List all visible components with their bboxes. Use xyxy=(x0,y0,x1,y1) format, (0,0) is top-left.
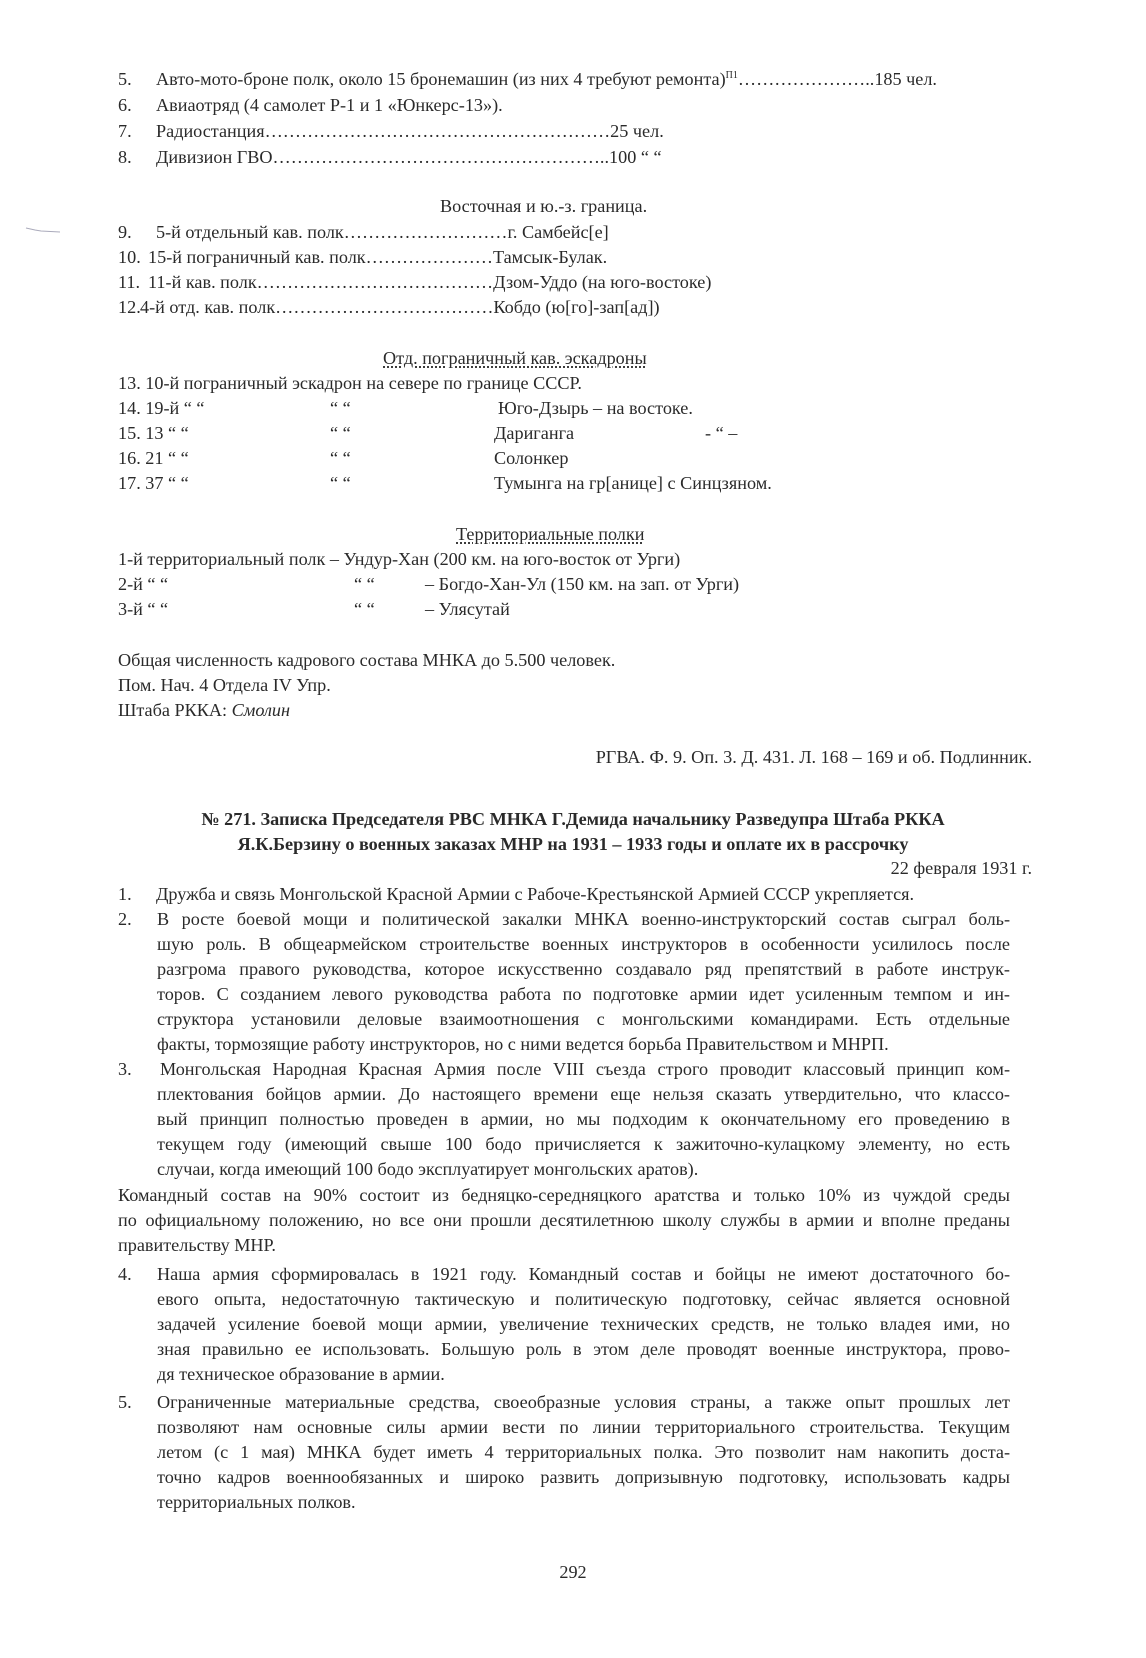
item-number: 9. xyxy=(118,222,132,242)
paragraph-line: торов. С созданием левого руководства работа по подготовке армии идет усиленным темпом и ин- xyxy=(157,984,1010,1004)
paragraph-number: 5. xyxy=(118,1392,132,1412)
squadron-location: Юго-Дзырь – на востоке. xyxy=(498,398,693,418)
list-item xyxy=(118,93,503,117)
item-text: Авто-мото-броне полк, около 15 бронемашин (из них 4 требуют ремонта) xyxy=(156,69,726,89)
archive-reference: РГВА. Ф. 9. Оп. 3. Д. 431. Л. 168 – 169 и об. Подлинник. xyxy=(595,747,1032,767)
ditto-mark: “ “ xyxy=(330,448,351,468)
paragraph-number: 3. xyxy=(118,1059,132,1079)
item-value: 25 чел. xyxy=(610,121,664,141)
squadron-location: Солонкер xyxy=(494,448,569,468)
item-text: 5-й отдельный кав. полк xyxy=(156,222,344,242)
squadron-location: Тумынга на гр[анице] с Синцзяном. xyxy=(494,473,772,493)
list-item xyxy=(118,245,607,269)
signature-position: Пом. Нач. 4 Отдела IV Упр. xyxy=(118,675,331,695)
item-text: Авиаотряд (4 самолет Р-1 и 1 «Юнкерс-13»). xyxy=(156,95,503,115)
item-text: Радиостанция xyxy=(156,121,265,141)
paragraph-line: летом (с 1 мая) МНКА будет иметь 4 территориальных полка. Это позволит нам накопить доста- xyxy=(157,1442,1010,1462)
list-item: 1-й территориальный полк – Ундур-Хан (200 км. на юго-восток от Урги) xyxy=(118,549,681,569)
regiment-location: – Богдо-Хан-Ул (150 км. на зап. от Урги) xyxy=(425,574,740,594)
paragraph-line: плектования бойцов армии. До настоящего времени еще нельзя сказать утвердительно, что классо- xyxy=(157,1084,1010,1104)
margin-pencil-mark-icon xyxy=(25,226,61,234)
document-date: 22 февраля 1931 г. xyxy=(890,858,1032,878)
numbered-paragraph xyxy=(118,882,914,906)
squadron-number: 17. 37 “ “ xyxy=(118,473,189,493)
document-title-line2: Я.К.Берзину о военных заказах МНР на 1931 – 1933 годы и оплате их в рассрочку xyxy=(237,834,909,854)
item-value: Дзом-Уддо (на юго-востоке) xyxy=(493,272,712,292)
ditto-mark: “ “ xyxy=(354,574,375,594)
paragraph-line: точно кадров военнообязанных и широко развить допризывную подготовку, использовать кадры xyxy=(157,1467,1010,1487)
paragraph-line: В росте боевой мощи и политической закалки МНКА военно-инструкторский состав сыграл боль- xyxy=(157,909,1010,929)
regiment-location: – Улясутай xyxy=(425,599,510,619)
item-text: 15-й пограничный кав. полк xyxy=(148,247,366,267)
regiment-number: 3-й “ “ xyxy=(118,599,169,619)
list-item xyxy=(118,220,609,244)
item-value: Кобдо (ю[го]-зап[ад]) xyxy=(493,297,660,317)
paragraph-line: Ограниченные материальные средства, своеобразные условия страны, а также опыт прошлых лет xyxy=(157,1392,1010,1412)
page-number: 292 xyxy=(559,1562,587,1582)
item-number: 6. xyxy=(118,95,132,115)
paragraph-line: вый принцип полностью проведен в армии, но мы подходим к окончательному его проведению в xyxy=(157,1109,1010,1129)
leader-dots: ………………………………………………… xyxy=(264,121,611,141)
list-item xyxy=(118,67,937,91)
paragraph-line: текущем году (имеющий свыше 100 бодо причисляется к зажиточно-кулацкому элементу, но есть xyxy=(157,1134,1010,1154)
section-heading-territorial: Территориальные полки xyxy=(456,524,645,544)
list-item xyxy=(118,119,664,143)
list-item xyxy=(118,145,662,169)
squadron-number: 15. 13 “ “ xyxy=(118,423,189,443)
regiment-number: 2-й “ “ xyxy=(118,574,169,594)
paragraph-line: Командный состав на 90% состоит из бедняцко-середняцкого аратства и только 10% из чуждой среды xyxy=(118,1185,1010,1205)
paragraph-line: позволяют нам основные силы армии вести по линии территориального строительства. Текущим xyxy=(157,1417,1010,1437)
paragraph-line: по официальному положению, но все они прошли десятилетнюю школу службы в армии и вполне преданы xyxy=(118,1210,1010,1230)
section-heading-squadrons: Отд. пограничный кав. эскадроны xyxy=(383,348,647,368)
item-number: 12. xyxy=(118,297,141,317)
leader-dots: ……………………… xyxy=(343,222,508,242)
total-strength: Общая численность кадрового состава МНКА до 5.500 человек. xyxy=(118,650,616,670)
paragraph-line: территориальных полков. xyxy=(157,1492,356,1512)
item-number: 10. xyxy=(118,247,141,267)
paragraph-line: правительству МНР. xyxy=(118,1235,276,1255)
paragraph-line: Наша армия сформировалась в 1921 году. Командный состав и бойцы не имеют достаточного бо- xyxy=(157,1264,1010,1284)
paragraph-line: дя техническое образование в армии. xyxy=(157,1364,445,1384)
ditto-mark: “ “ xyxy=(330,398,351,418)
ditto-mark: - “ – xyxy=(705,423,738,443)
item-text: 11-й кав. полк xyxy=(148,272,257,292)
list-item xyxy=(118,270,711,294)
paragraph-line: зная правильно ее использовать. Большую роль в этом деле проводят военные инструктора, прово- xyxy=(157,1339,1010,1359)
signature-name: Смолин xyxy=(231,700,291,720)
paragraph-line: случаи, когда имеющий 100 бодо эксплуатирует монгольских аратов). xyxy=(157,1159,699,1179)
paragraph-line: Дружба и связь Монгольской Красной Армии с Рабоче-Крестьянской Армией СССР укрепляется. xyxy=(156,884,915,904)
paragraph-number: 2. xyxy=(118,909,132,929)
section-heading-east-border: Восточная и ю.-з. граница. xyxy=(440,196,648,216)
paragraph-line: структора установили деловые взаимоотношения с монгольскими командирами. Есть отдельные xyxy=(157,1009,1010,1029)
document-title-line1: № 271. Записка Председателя РВС МНКА Г.Демида начальнику Разведупра Штаба РККА xyxy=(201,809,945,829)
item-text: Дивизион ГВО xyxy=(156,147,273,167)
item-value: Тамсык-Булак. xyxy=(492,247,608,267)
ditto-mark: “ “ xyxy=(354,599,375,619)
leader-dots: ………………………………… xyxy=(256,272,494,292)
leader-dots: ……………………………… xyxy=(275,297,494,317)
signature-line xyxy=(118,698,290,722)
item-number: 5. xyxy=(118,69,132,89)
squadron-number: 14. 19-й “ “ xyxy=(118,398,205,418)
paragraph-line: задачей усиление боевой мощи армии, увеличение технических средств, не только владея ими, но xyxy=(157,1314,1010,1334)
list-item: 13. 10-й пограничный эскадрон на севере по границе СССР. xyxy=(118,373,582,393)
ditto-mark: “ “ xyxy=(330,473,351,493)
squadron-location: Дариганга xyxy=(494,423,575,443)
item-value: ..100 “ “ xyxy=(599,147,662,167)
list-item xyxy=(118,295,660,319)
paragraph-line: евого опыта, недостаточную тактическую и политическую подготовку, сейчас является основной xyxy=(157,1289,1010,1309)
footnote-marker: П1 xyxy=(725,69,738,81)
item-number: 8. xyxy=(118,147,132,167)
paragraph-line: факты, тормозящие работу инструкторов, но с ними ведется борьба Правительством и МНРП. xyxy=(157,1034,889,1054)
paragraph-line: Монгольская Народная Красная Армия после VIII съезда строго проводит классовый принцип ком- xyxy=(160,1059,1010,1079)
item-value: г. Самбейс[е] xyxy=(507,222,609,242)
squadron-number: 16. 21 “ “ xyxy=(118,448,189,468)
item-number: 7. xyxy=(118,121,132,141)
item-text: 4-й отд. кав. полк xyxy=(140,297,276,317)
leader-dots: ………………… xyxy=(365,247,493,267)
ditto-mark: “ “ xyxy=(330,423,351,443)
paragraph-line: шую роль. В общеармейском строительстве военных инструкторов в особенности усилилось после xyxy=(157,934,1010,954)
leader-dots: ………………… xyxy=(737,69,866,89)
signature-prefix: Штаба РККА: xyxy=(118,700,232,720)
paragraph-number: 4. xyxy=(118,1264,132,1284)
leader-dots: ……………………………………………… xyxy=(272,147,600,167)
item-value: ..185 чел. xyxy=(865,69,937,89)
paragraph-line: разгрома правого руководства, которое искусственно создавало ряд препятствий в работе инструк- xyxy=(157,959,1010,979)
paragraph-number: 1. xyxy=(118,884,132,904)
item-number: 11. xyxy=(118,272,141,292)
